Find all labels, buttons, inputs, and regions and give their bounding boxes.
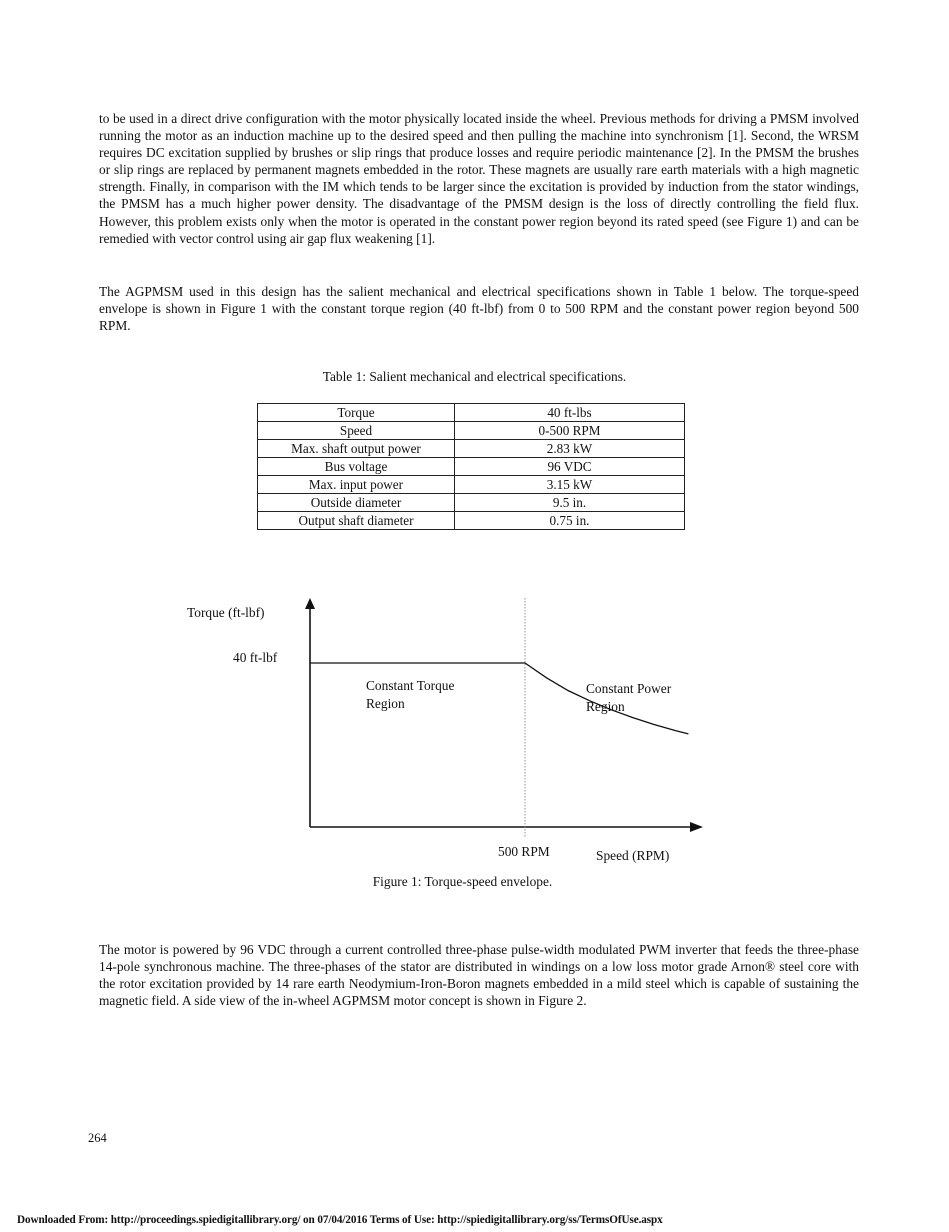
table-row [258,512,685,530]
spec-name-cell: Max. input power [258,476,455,494]
spec-value-cell: 3.15 kW [455,476,685,494]
table-row [258,404,685,422]
spec-name-cell: Torque [258,404,455,422]
download-footer: Downloaded From: http://proceedings.spiedigitallibrary.org/ on 07/04/2016 Terms of Use: http://spiedigitallibrary.org/ss/TermsOfUse.aspx [17,1214,663,1226]
constant-power-curve [525,663,688,734]
x-tick-label: 500 RPM [498,844,550,859]
spec-value-cell: 0-500 RPM [455,422,685,440]
y-axis-arrow [305,598,315,609]
spec-name-cell: Max. shaft output power [258,440,455,458]
x-axis-arrow [690,822,703,832]
y-axis-label: Torque (ft-lbf) [187,605,265,620]
table-row [258,422,685,440]
table-row [258,440,685,458]
spec-name-cell: Bus voltage [258,458,455,476]
spec-name-cell: Output shaft diameter [258,512,455,530]
table-caption: Table 1: Salient mechanical and electrical specifications. [322,369,627,384]
spec-value-cell: 0.75 in. [455,512,685,530]
constant-power-label-line1: Constant Power [586,681,672,696]
body-paragraph-2: The AGPMSM used in this design has the salient mechanical and electrical specifications shown in Table 1 below. The torque-speed envelope is shown in Figure 1 with the constant torque region (40 ft-lbf) from 0 to 500 RPM and the constant power region beyond 500 RPM. [99,284,859,334]
page-number: 264 [88,1131,107,1145]
table-row [258,476,685,494]
table-row [258,494,685,512]
table-row [258,458,685,476]
spec-value-cell: 9.5 in. [455,494,685,512]
spec-value-cell: 2.83 kW [455,440,685,458]
constant-power-label-line2: Region [586,699,625,714]
spec-name-cell: Speed [258,422,455,440]
body-paragraph-1: to be used in a direct drive configuration with the motor physically located inside the wheel. Previous methods for driving a PMSM involved running the motor as an induction machine up to the desired speed and then pulling the machine into synchronism [1]. Second, the WRSM requires DC excitation supplied by brushes or slip rings that produce losses and require periodic maintenance [2]. In the PMSM the brushes or slip rings are replaced by permanent magnets embedded in the rotor. These magnets are usually rare earth materials with a high magnetic strength. Finally, in comparison with the IM which tends to be larger since the excitation is provided by induction from the stator windings, the PMSM has a much higher power density. The disadvantage of the PMSM design is the loss of directly controlling the field flux. However, this problem exists only when the motor is operated in the constant power region beyond its rated speed (see Figure 1) and can be remedied with vector control using air gap flux weakening [1]. [99,111,859,246]
spec-table [257,403,685,530]
body-paragraph-3: The motor is powered by 96 VDC through a current controlled three-phase pulse-width modulated PWM inverter that feeds the three-phase 14-pole synchronous machine. The three-phases of the stator are distributed in windings on a low loss motor grade Arnon® steel core with the rotor excitation provided by 14 rare earth Neodymium-Iron-Boron magnets embedded in a mild steel which is capable of sustaining the magnetic field. A side view of the in-wheel AGPMSM motor concept is shown in Figure 2. [99,942,859,1009]
y-tick-label: 40 ft-lbf [233,650,278,665]
spec-value-cell: 40 ft-lbs [455,404,685,422]
figure-caption: Figure 1: Torque-speed envelope. [372,874,553,889]
constant-torque-label-line2: Region [366,696,405,711]
spec-name-cell: Outside diameter [258,494,455,512]
spec-value-cell: 96 VDC [455,458,685,476]
constant-torque-label-line1: Constant Torque [366,678,455,693]
x-axis-label: Speed (RPM) [596,848,670,863]
